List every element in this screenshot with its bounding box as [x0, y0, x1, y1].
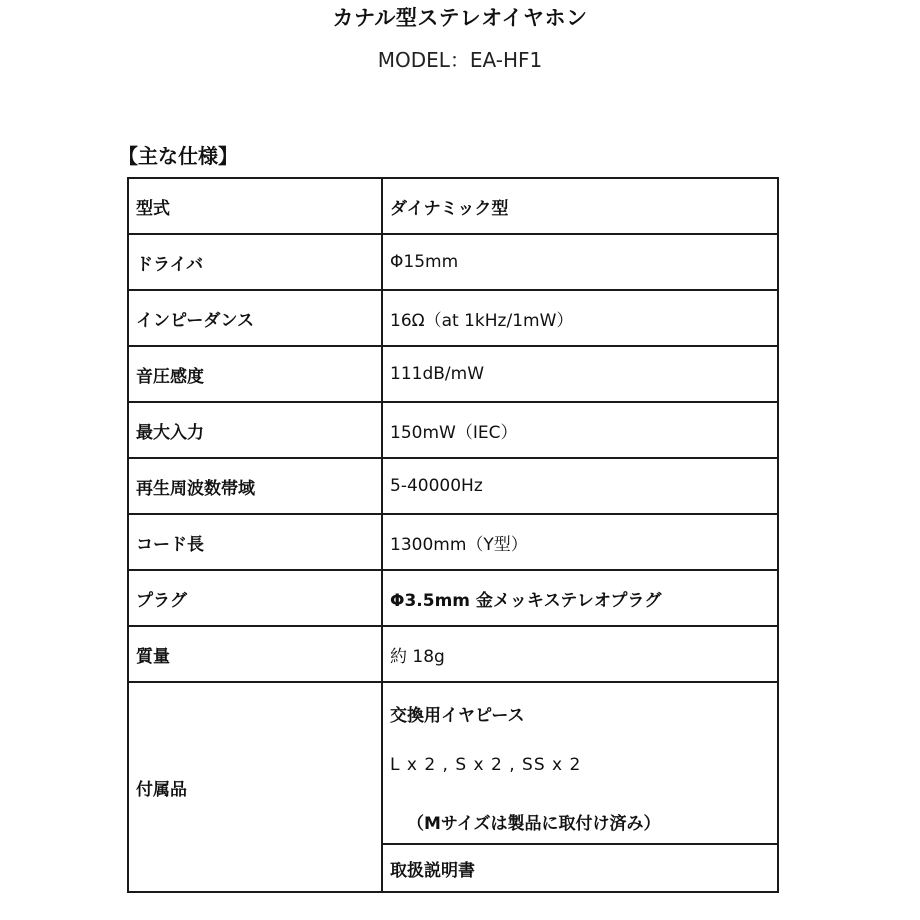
table-row	[128, 626, 778, 682]
model-number: MODEL：EA-HF1	[377, 48, 543, 72]
table-row	[128, 234, 778, 290]
manual-item: 取扱説明書	[382, 844, 778, 892]
table-row	[128, 290, 778, 346]
spec-value: Φ3.5mm 金メッキステレオプラグ	[382, 570, 778, 626]
spec-label: 型式	[128, 178, 382, 234]
spec-label: 最大入力	[128, 402, 382, 458]
spec-label: 再生周波数帯域	[128, 458, 382, 514]
spec-value: 150mW（IEC）	[382, 402, 778, 458]
table-row	[128, 402, 778, 458]
spec-label: コード長	[128, 514, 382, 570]
earpiece-title: 交換用イヤピース	[390, 706, 525, 726]
spec-value: 約 18g	[382, 626, 778, 682]
earpiece-cell	[382, 682, 778, 844]
spec-table	[127, 177, 779, 893]
spec-value: 111dB/mW	[382, 346, 778, 402]
table-row	[128, 570, 778, 626]
table-row	[128, 514, 778, 570]
spec-label: プラグ	[128, 570, 382, 626]
spec-value: ダイナミック型	[382, 178, 778, 234]
accessories-label: 付属品	[128, 682, 382, 892]
spec-label: ドライバ	[128, 234, 382, 290]
spec-label: 質量	[128, 626, 382, 682]
table-row	[128, 346, 778, 402]
product-title: カナル型ステレオイヤホン	[332, 6, 588, 30]
spec-label: 音圧感度	[128, 346, 382, 402]
earpiece-note: （Mサイズは製品に取付け済み）	[407, 814, 661, 834]
spec-value: Φ15mm	[382, 234, 778, 290]
table-row	[128, 458, 778, 514]
table-row	[128, 178, 778, 234]
spec-value: 5-40000Hz	[382, 458, 778, 514]
section-heading: 【主な仕様】	[118, 144, 238, 168]
table-row-accessories	[128, 682, 778, 844]
earpiece-sizes: L x 2 , S x 2 , SS x 2	[390, 755, 582, 775]
spec-label: インピーダンス	[128, 290, 382, 346]
spec-value: 16Ω（at 1kHz/1mW）	[382, 290, 778, 346]
spec-value: 1300mm（Y型）	[382, 514, 778, 570]
